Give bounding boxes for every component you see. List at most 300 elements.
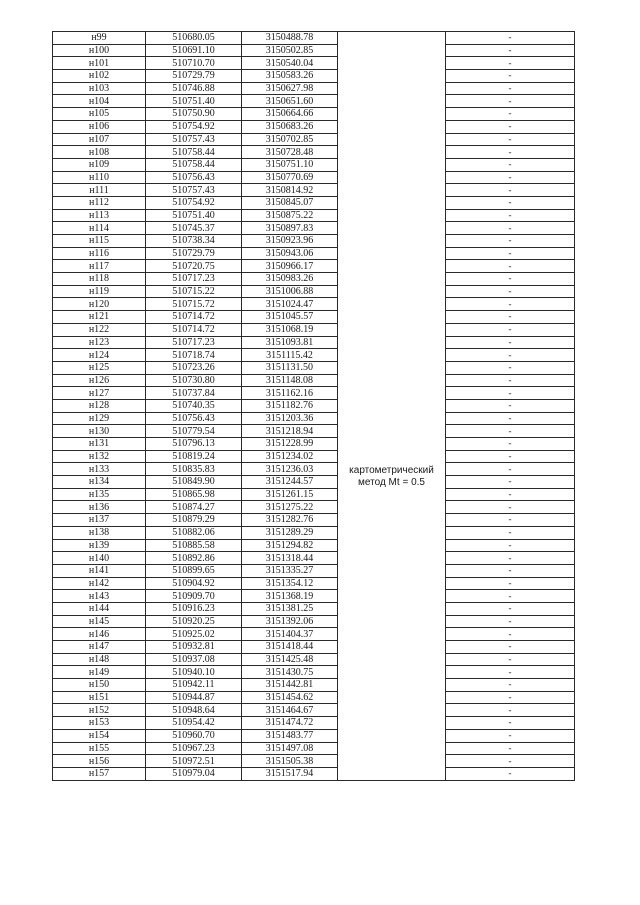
point-id-cell: н136 — [53, 501, 146, 514]
x-coordinate-cell: 510972.51 — [146, 755, 242, 768]
y-coordinate-cell: 3151318.44 — [242, 552, 338, 565]
table-row — [53, 374, 575, 387]
accuracy-dash-cell: - — [446, 729, 575, 742]
point-id-cell: н146 — [53, 628, 146, 641]
accuracy-dash-cell: - — [446, 44, 575, 57]
y-coordinate-cell: 3150814.92 — [242, 184, 338, 197]
accuracy-dash-cell: - — [446, 311, 575, 324]
coordinates-table-body — [53, 32, 575, 781]
accuracy-dash-cell: - — [446, 641, 575, 654]
x-coordinate-cell: 510715.22 — [146, 285, 242, 298]
point-id-cell: н114 — [53, 222, 146, 235]
x-coordinate-cell: 510940.10 — [146, 666, 242, 679]
point-id-cell: н101 — [53, 57, 146, 70]
y-coordinate-cell: 3151148.08 — [242, 374, 338, 387]
table-row — [53, 602, 575, 615]
table-row — [53, 577, 575, 590]
point-id-cell: н153 — [53, 717, 146, 730]
table-row — [53, 463, 575, 476]
y-coordinate-cell: 3151430.75 — [242, 666, 338, 679]
table-row — [53, 729, 575, 742]
accuracy-dash-cell: - — [446, 628, 575, 641]
point-id-cell: н140 — [53, 552, 146, 565]
point-id-cell: н147 — [53, 641, 146, 654]
accuracy-dash-cell: - — [446, 235, 575, 248]
table-row — [53, 311, 575, 324]
table-row — [53, 552, 575, 565]
accuracy-dash-cell: - — [446, 196, 575, 209]
coordinates-table — [52, 31, 575, 781]
x-coordinate-cell: 510899.65 — [146, 564, 242, 577]
point-id-cell: н156 — [53, 755, 146, 768]
x-coordinate-cell: 510948.64 — [146, 704, 242, 717]
accuracy-dash-cell: - — [446, 247, 575, 260]
y-coordinate-cell: 3150770.69 — [242, 171, 338, 184]
table-row — [53, 336, 575, 349]
point-id-cell: н100 — [53, 44, 146, 57]
point-id-cell: н154 — [53, 729, 146, 742]
accuracy-dash-cell: - — [446, 399, 575, 412]
table-row — [53, 628, 575, 641]
accuracy-dash-cell: - — [446, 463, 575, 476]
y-coordinate-cell: 3151006.88 — [242, 285, 338, 298]
accuracy-dash-cell: - — [446, 577, 575, 590]
point-id-cell: н138 — [53, 526, 146, 539]
table-row — [53, 450, 575, 463]
y-coordinate-cell: 3151335.27 — [242, 564, 338, 577]
x-coordinate-cell: 510720.75 — [146, 260, 242, 273]
y-coordinate-cell: 3150923.96 — [242, 235, 338, 248]
point-id-cell: н150 — [53, 679, 146, 692]
y-coordinate-cell: 3150875.22 — [242, 209, 338, 222]
method-note-line1: картометрический — [349, 465, 434, 476]
x-coordinate-cell: 510691.10 — [146, 44, 242, 57]
accuracy-dash-cell: - — [446, 539, 575, 552]
x-coordinate-cell: 510849.90 — [146, 476, 242, 489]
table-row — [53, 44, 575, 57]
table-row — [53, 425, 575, 438]
x-coordinate-cell: 510718.74 — [146, 349, 242, 362]
point-id-cell: н119 — [53, 285, 146, 298]
accuracy-dash-cell: - — [446, 222, 575, 235]
y-coordinate-cell: 3151275.22 — [242, 501, 338, 514]
y-coordinate-cell: 3151093.81 — [242, 336, 338, 349]
table-row — [53, 133, 575, 146]
x-coordinate-cell: 510758.44 — [146, 146, 242, 159]
y-coordinate-cell: 3150540.04 — [242, 57, 338, 70]
y-coordinate-cell: 3151294.82 — [242, 539, 338, 552]
accuracy-dash-cell: - — [446, 209, 575, 222]
y-coordinate-cell: 3151236.03 — [242, 463, 338, 476]
x-coordinate-cell: 510714.72 — [146, 323, 242, 336]
table-row — [53, 70, 575, 83]
y-coordinate-cell: 3151404.37 — [242, 628, 338, 641]
accuracy-dash-cell: - — [446, 95, 575, 108]
y-coordinate-cell: 3151454.62 — [242, 691, 338, 704]
table-row — [53, 260, 575, 273]
accuracy-dash-cell: - — [446, 590, 575, 603]
x-coordinate-cell: 510937.08 — [146, 653, 242, 666]
accuracy-dash-cell: - — [446, 615, 575, 628]
point-id-cell: н129 — [53, 412, 146, 425]
table-row — [53, 108, 575, 121]
point-id-cell: н112 — [53, 196, 146, 209]
x-coordinate-cell: 510756.43 — [146, 412, 242, 425]
x-coordinate-cell: 510746.88 — [146, 82, 242, 95]
x-coordinate-cell: 510754.92 — [146, 120, 242, 133]
point-id-cell: н151 — [53, 691, 146, 704]
y-coordinate-cell: 3150683.26 — [242, 120, 338, 133]
accuracy-dash-cell: - — [446, 602, 575, 615]
method-note-line2: метод Mt = 0.5 — [358, 477, 425, 488]
accuracy-dash-cell: - — [446, 387, 575, 400]
x-coordinate-cell: 510909.70 — [146, 590, 242, 603]
y-coordinate-cell: 3151425.48 — [242, 653, 338, 666]
accuracy-dash-cell: - — [446, 323, 575, 336]
x-coordinate-cell: 510738.34 — [146, 235, 242, 248]
table-row — [53, 146, 575, 159]
point-id-cell: н105 — [53, 108, 146, 121]
point-id-cell: н128 — [53, 399, 146, 412]
accuracy-dash-cell: - — [446, 82, 575, 95]
y-coordinate-cell: 3151282.76 — [242, 514, 338, 527]
table-row — [53, 438, 575, 451]
table-row — [53, 755, 575, 768]
accuracy-dash-cell: - — [446, 108, 575, 121]
method-cell — [338, 133, 446, 780]
table-row — [53, 247, 575, 260]
table-row — [53, 514, 575, 527]
y-coordinate-cell: 3151497.08 — [242, 742, 338, 755]
y-coordinate-cell: 3151368.19 — [242, 590, 338, 603]
coordinates-sheet — [52, 31, 574, 781]
x-coordinate-cell: 510717.23 — [146, 273, 242, 286]
point-id-cell: н132 — [53, 450, 146, 463]
table-row — [53, 488, 575, 501]
y-coordinate-cell: 3151244.57 — [242, 476, 338, 489]
y-coordinate-cell: 3150983.26 — [242, 273, 338, 286]
table-row — [53, 717, 575, 730]
method-note — [338, 133, 445, 489]
x-coordinate-cell: 510751.40 — [146, 95, 242, 108]
x-coordinate-cell: 510715.72 — [146, 298, 242, 311]
y-coordinate-cell: 3150897.83 — [242, 222, 338, 235]
table-row — [53, 82, 575, 95]
table-row — [53, 666, 575, 679]
y-coordinate-cell: 3151418.44 — [242, 641, 338, 654]
table-row — [53, 158, 575, 171]
table-row — [53, 273, 575, 286]
x-coordinate-cell: 510796.13 — [146, 438, 242, 451]
table-row — [53, 298, 575, 311]
accuracy-dash-cell: - — [446, 171, 575, 184]
x-coordinate-cell: 510925.02 — [146, 628, 242, 641]
y-coordinate-cell: 3151115.42 — [242, 349, 338, 362]
accuracy-dash-cell: - — [446, 666, 575, 679]
point-id-cell: н120 — [53, 298, 146, 311]
table-row — [53, 171, 575, 184]
y-coordinate-cell: 3150845.07 — [242, 196, 338, 209]
accuracy-dash-cell: - — [446, 374, 575, 387]
accuracy-dash-cell: - — [446, 767, 575, 780]
accuracy-dash-cell: - — [446, 260, 575, 273]
x-coordinate-cell: 510892.86 — [146, 552, 242, 565]
y-coordinate-cell: 3151289.29 — [242, 526, 338, 539]
y-coordinate-cell: 3151464.67 — [242, 704, 338, 717]
point-id-cell: н103 — [53, 82, 146, 95]
accuracy-dash-cell: - — [446, 564, 575, 577]
y-coordinate-cell: 3150751.10 — [242, 158, 338, 171]
point-id-cell: н155 — [53, 742, 146, 755]
x-coordinate-cell: 510757.43 — [146, 184, 242, 197]
point-id-cell: н142 — [53, 577, 146, 590]
point-id-cell: н137 — [53, 514, 146, 527]
x-coordinate-cell: 510714.72 — [146, 311, 242, 324]
y-coordinate-cell: 3150943.06 — [242, 247, 338, 260]
accuracy-dash-cell: - — [446, 349, 575, 362]
point-id-cell: н102 — [53, 70, 146, 83]
point-id-cell: н99 — [53, 32, 146, 45]
point-id-cell: н109 — [53, 158, 146, 171]
table-row — [53, 501, 575, 514]
table-row — [53, 235, 575, 248]
accuracy-dash-cell: - — [446, 438, 575, 451]
point-id-cell: н127 — [53, 387, 146, 400]
accuracy-dash-cell: - — [446, 285, 575, 298]
point-id-cell: н113 — [53, 209, 146, 222]
point-id-cell: н152 — [53, 704, 146, 717]
y-coordinate-cell: 3151442.81 — [242, 679, 338, 692]
x-coordinate-cell: 510920.25 — [146, 615, 242, 628]
x-coordinate-cell: 510680.05 — [146, 32, 242, 45]
point-id-cell: н115 — [53, 235, 146, 248]
x-coordinate-cell: 510819.24 — [146, 450, 242, 463]
x-coordinate-cell: 510904.92 — [146, 577, 242, 590]
point-id-cell: н130 — [53, 425, 146, 438]
point-id-cell: н135 — [53, 488, 146, 501]
accuracy-dash-cell: - — [446, 552, 575, 565]
x-coordinate-cell: 510710.70 — [146, 57, 242, 70]
x-coordinate-cell: 510960.70 — [146, 729, 242, 742]
table-row — [53, 704, 575, 717]
accuracy-dash-cell: - — [446, 273, 575, 286]
y-coordinate-cell: 3151218.94 — [242, 425, 338, 438]
accuracy-dash-cell: - — [446, 755, 575, 768]
point-id-cell: н108 — [53, 146, 146, 159]
table-row — [53, 412, 575, 425]
table-row — [53, 526, 575, 539]
y-coordinate-cell: 3151483.77 — [242, 729, 338, 742]
table-row — [53, 361, 575, 374]
y-coordinate-cell: 3151228.99 — [242, 438, 338, 451]
table-row — [53, 285, 575, 298]
accuracy-dash-cell: - — [446, 691, 575, 704]
table-row — [53, 57, 575, 70]
table-row — [53, 564, 575, 577]
table-row — [53, 615, 575, 628]
table-row — [53, 399, 575, 412]
table-row — [53, 222, 575, 235]
point-id-cell: н143 — [53, 590, 146, 603]
table-row — [53, 641, 575, 654]
y-coordinate-cell: 3151203.36 — [242, 412, 338, 425]
point-id-cell: н123 — [53, 336, 146, 349]
y-coordinate-cell: 3150583.26 — [242, 70, 338, 83]
y-coordinate-cell: 3151354.12 — [242, 577, 338, 590]
y-coordinate-cell: 3150728.48 — [242, 146, 338, 159]
point-id-cell: н134 — [53, 476, 146, 489]
y-coordinate-cell: 3151068.19 — [242, 323, 338, 336]
point-id-cell: н110 — [53, 171, 146, 184]
point-id-cell: н104 — [53, 95, 146, 108]
table-row — [53, 476, 575, 489]
y-coordinate-cell: 3151474.72 — [242, 717, 338, 730]
method-cell-top — [338, 32, 446, 134]
y-coordinate-cell: 3150627.98 — [242, 82, 338, 95]
x-coordinate-cell: 510835.83 — [146, 463, 242, 476]
point-id-cell: н131 — [53, 438, 146, 451]
accuracy-dash-cell: - — [446, 679, 575, 692]
accuracy-dash-cell: - — [446, 501, 575, 514]
x-coordinate-cell: 510730.80 — [146, 374, 242, 387]
y-coordinate-cell: 3150664.66 — [242, 108, 338, 121]
y-coordinate-cell: 3151517.94 — [242, 767, 338, 780]
table-row — [53, 184, 575, 197]
accuracy-dash-cell: - — [446, 120, 575, 133]
x-coordinate-cell: 510865.98 — [146, 488, 242, 501]
point-id-cell: н126 — [53, 374, 146, 387]
x-coordinate-cell: 510916.23 — [146, 602, 242, 615]
table-row — [53, 323, 575, 336]
table-row — [53, 95, 575, 108]
table-row — [53, 196, 575, 209]
y-coordinate-cell: 3150502.85 — [242, 44, 338, 57]
y-coordinate-cell: 3151392.06 — [242, 615, 338, 628]
y-coordinate-cell: 3151131.50 — [242, 361, 338, 374]
y-coordinate-cell: 3151182.76 — [242, 399, 338, 412]
accuracy-dash-cell: - — [446, 32, 575, 45]
accuracy-dash-cell: - — [446, 526, 575, 539]
table-row — [53, 691, 575, 704]
point-id-cell: н133 — [53, 463, 146, 476]
accuracy-dash-cell: - — [446, 298, 575, 311]
x-coordinate-cell: 510979.04 — [146, 767, 242, 780]
accuracy-dash-cell: - — [446, 133, 575, 146]
x-coordinate-cell: 510885.58 — [146, 539, 242, 552]
x-coordinate-cell: 510874.27 — [146, 501, 242, 514]
point-id-cell: н106 — [53, 120, 146, 133]
y-coordinate-cell: 3151162.16 — [242, 387, 338, 400]
accuracy-dash-cell: - — [446, 488, 575, 501]
point-id-cell: н141 — [53, 564, 146, 577]
point-id-cell: н117 — [53, 260, 146, 273]
table-row — [53, 209, 575, 222]
point-id-cell: н121 — [53, 311, 146, 324]
x-coordinate-cell: 510758.44 — [146, 158, 242, 171]
point-id-cell: н139 — [53, 539, 146, 552]
table-row — [53, 742, 575, 755]
y-coordinate-cell: 3151505.38 — [242, 755, 338, 768]
point-id-cell: н125 — [53, 361, 146, 374]
table-row — [53, 590, 575, 603]
x-coordinate-cell: 510954.42 — [146, 717, 242, 730]
point-id-cell: н116 — [53, 247, 146, 260]
y-coordinate-cell: 3151261.15 — [242, 488, 338, 501]
accuracy-dash-cell: - — [446, 450, 575, 463]
accuracy-dash-cell: - — [446, 158, 575, 171]
point-id-cell: н111 — [53, 184, 146, 197]
x-coordinate-cell: 510754.92 — [146, 196, 242, 209]
y-coordinate-cell: 3151234.02 — [242, 450, 338, 463]
y-coordinate-cell: 3151024.47 — [242, 298, 338, 311]
table-row — [53, 387, 575, 400]
point-id-cell: н144 — [53, 602, 146, 615]
x-coordinate-cell: 510737.84 — [146, 387, 242, 400]
point-id-cell: н148 — [53, 653, 146, 666]
y-coordinate-cell: 3151381.25 — [242, 602, 338, 615]
point-id-cell: н118 — [53, 273, 146, 286]
y-coordinate-cell: 3150488.78 — [242, 32, 338, 45]
x-coordinate-cell: 510942.11 — [146, 679, 242, 692]
x-coordinate-cell: 510756.43 — [146, 171, 242, 184]
x-coordinate-cell: 510729.79 — [146, 70, 242, 83]
accuracy-dash-cell: - — [446, 476, 575, 489]
y-coordinate-cell: 3151045.57 — [242, 311, 338, 324]
accuracy-dash-cell: - — [446, 704, 575, 717]
accuracy-dash-cell: - — [446, 336, 575, 349]
table-row — [53, 539, 575, 552]
point-id-cell: н122 — [53, 323, 146, 336]
x-coordinate-cell: 510745.37 — [146, 222, 242, 235]
point-id-cell: н157 — [53, 767, 146, 780]
accuracy-dash-cell: - — [446, 70, 575, 83]
accuracy-dash-cell: - — [446, 717, 575, 730]
accuracy-dash-cell: - — [446, 57, 575, 70]
point-id-cell: н107 — [53, 133, 146, 146]
accuracy-dash-cell: - — [446, 425, 575, 438]
y-coordinate-cell: 3150966.17 — [242, 260, 338, 273]
accuracy-dash-cell: - — [446, 514, 575, 527]
point-id-cell: н145 — [53, 615, 146, 628]
x-coordinate-cell: 510967.23 — [146, 742, 242, 755]
x-coordinate-cell: 510729.79 — [146, 247, 242, 260]
accuracy-dash-cell: - — [446, 184, 575, 197]
x-coordinate-cell: 510757.43 — [146, 133, 242, 146]
x-coordinate-cell: 510717.23 — [146, 336, 242, 349]
x-coordinate-cell: 510751.40 — [146, 209, 242, 222]
y-coordinate-cell: 3150651.60 — [242, 95, 338, 108]
point-id-cell: н149 — [53, 666, 146, 679]
x-coordinate-cell: 510944.87 — [146, 691, 242, 704]
x-coordinate-cell: 510882.06 — [146, 526, 242, 539]
x-coordinate-cell: 510740.35 — [146, 399, 242, 412]
table-row — [53, 679, 575, 692]
table-row — [53, 32, 575, 45]
table-row — [53, 767, 575, 780]
table-row — [53, 120, 575, 133]
x-coordinate-cell: 510750.90 — [146, 108, 242, 121]
accuracy-dash-cell: - — [446, 412, 575, 425]
accuracy-dash-cell: - — [446, 146, 575, 159]
x-coordinate-cell: 510723.26 — [146, 361, 242, 374]
accuracy-dash-cell: - — [446, 742, 575, 755]
y-coordinate-cell: 3150702.85 — [242, 133, 338, 146]
point-id-cell: н124 — [53, 349, 146, 362]
x-coordinate-cell: 510879.29 — [146, 514, 242, 527]
accuracy-dash-cell: - — [446, 361, 575, 374]
table-row — [53, 349, 575, 362]
table-row — [53, 653, 575, 666]
